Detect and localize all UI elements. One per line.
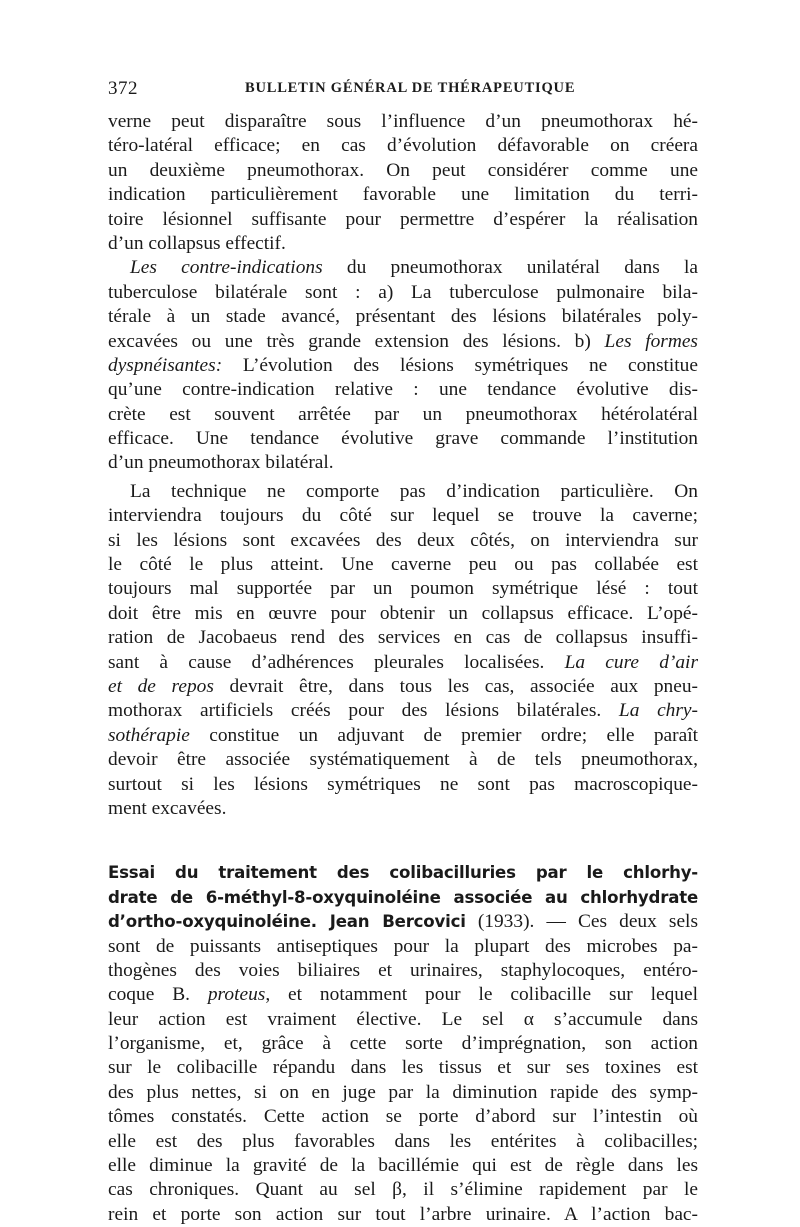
- text-line: si les lésions sont excavées des deux côtés, on interviendra sur: [108, 529, 698, 551]
- text-run: mothorax artificiels créés pour des lésions bilatérales.: [108, 700, 619, 722]
- italic-phrase: sothérapie: [108, 724, 190, 746]
- text-run: du pneumothorax unilatéral dans la: [322, 257, 698, 279]
- section-heading: d’ortho-oxyquinoléine. Jean Bercovici: [108, 912, 466, 932]
- text-line: des plus nettes, si on en juge par la diminution rapide des symp-: [108, 1081, 698, 1103]
- paragraph: [108, 480, 698, 821]
- text-line: rein et porte son action sur tout l’arbre urinaire. A l’action bac-: [108, 1203, 698, 1225]
- section-heading-line: [108, 886, 698, 910]
- text-line: l’organisme, et, grâce à cette sorte d’imprégnation, son action: [108, 1033, 698, 1055]
- section-heading: Essai du traitement des colibacilluries par le chlorhy-: [108, 863, 698, 883]
- book-page: [108, 78, 698, 1227]
- text-line: un deuxième pneumothorax. On peut considérer comme une: [108, 159, 698, 181]
- text-line: [108, 983, 698, 1007]
- italic-phrase: La chry-: [618, 700, 698, 722]
- italic-phrase: Les contre-indications: [130, 257, 323, 279]
- text-line: thogènes des voies biliaires et urinaires, staphylocoques, entéro-: [108, 959, 698, 981]
- text-line: térale à un stade avancé, présentant des lésions bilatérales poly-: [108, 306, 698, 328]
- text-line: [108, 910, 698, 934]
- text-line: téro-latéral efficace; en cas d’évolution défavorable on créera: [108, 135, 698, 157]
- text-run: L’évolution des lésions symétriques ne constitue: [222, 354, 698, 376]
- text-line: La technique ne comporte pas d’indication particulière. On: [130, 480, 698, 502]
- italic-phrase: et de repos: [108, 675, 214, 697]
- text-line: tuberculose bilatérale sont : a) La tuberculose pulmonaire bila-: [108, 281, 698, 303]
- text-run: devrait être, dans tous les cas, associée aux pneu-: [213, 675, 698, 697]
- text-line: le côté le plus atteint. Une caverne peu ou pas collabée est: [108, 554, 698, 576]
- article-text: [108, 110, 698, 1227]
- text-line: d’un pneumothorax bilatéral.: [108, 452, 334, 474]
- text-line: ration de Jacobaeus rend des services en cas de collapsus insuffi-: [108, 627, 698, 649]
- running-title: BULLETIN GÉNÉRAL DE THÉRAPEUTIQUE: [245, 80, 576, 96]
- text-line: crète est souvent arrêtée par un pneumothorax hétérolatéral: [108, 403, 698, 425]
- text-line: verne peut disparaître sous l’influence d’un pneumothorax hé-: [108, 111, 698, 132]
- text-line: elle est des plus favorables dans les entérites à colibacilles;: [108, 1130, 698, 1152]
- text-line: [108, 724, 698, 748]
- text-line: indication particulièrement favorable une limitation du terri-: [108, 184, 698, 206]
- italic-phrase: proteus: [207, 984, 266, 1006]
- text-line: elle diminue la gravité de la bacillémie qui est de règle dans les: [108, 1155, 698, 1177]
- page-number: 372: [108, 78, 138, 99]
- text-line: efficace. Une tendance évolutive grave commande l’institution: [108, 428, 698, 450]
- paragraph: [108, 256, 698, 476]
- text-line: surtout si les lésions symétriques ne sont pas macroscopique-: [108, 773, 698, 795]
- text-line: toire lésionnel suffisante pour permettre d’espérer la réalisation: [108, 208, 698, 230]
- text-line: interviendra toujours du côté sur lequel se trouve la caverne;: [108, 505, 698, 527]
- text-line: [108, 354, 698, 378]
- text-run: excavées ou une très grande extension des lésions. b): [108, 330, 605, 352]
- text-line: leur action est vraiment élective. Le sel α s’accumule dans: [108, 1008, 698, 1030]
- text-line: cas chroniques. Quant au sel β, il s’élimine rapidement par le: [108, 1179, 698, 1201]
- text-line: [108, 651, 698, 675]
- text-line: ment excavées.: [108, 797, 227, 819]
- text-run: (1933). — Ces deux sels: [465, 911, 698, 933]
- section-heading: drate de 6-méthyl-8-oxyquinoléine associée au chlorhydrate: [108, 887, 698, 907]
- text-line: sont de puissants antiseptiques pour la plupart des microbes pa-: [108, 935, 698, 957]
- text-line: doit être mis en œuvre pour obtenir un collapsus efficace. L’opé-: [108, 602, 698, 624]
- text-line: [108, 675, 698, 699]
- text-line: devoir être associée systématiquement à de tels pneumothorax,: [108, 749, 698, 771]
- text-run: constitue un adjuvant de premier ordre; elle paraît: [189, 724, 698, 746]
- text-line: d’un collapsus effectif.: [108, 232, 286, 254]
- text-line: tômes constatés. Cette action se porte d’abord sur l’intestin où: [108, 1106, 698, 1128]
- section-heading-line: [108, 861, 698, 885]
- text-run: sant à cause d’adhérences pleurales localisées.: [108, 651, 565, 673]
- paragraph: [108, 110, 698, 256]
- text-run: , et notamment pour le colibacille sur lequel: [265, 984, 698, 1006]
- text-run: coque B.: [108, 984, 208, 1006]
- text-line: qu’une contre-indication relative : une tendance évolutive dis-: [108, 379, 698, 401]
- text-line: sur le colibacille répandu dans les tissus et sur ses toxines est: [108, 1057, 698, 1079]
- italic-phrase: La cure d’air: [564, 651, 698, 673]
- page-header: [108, 78, 698, 110]
- text-line: toujours mal supportée par un poumon symétrique lésé : tout: [108, 578, 698, 600]
- text-line: [108, 699, 698, 723]
- abstract-section: [108, 861, 698, 1227]
- text-line: [108, 330, 698, 354]
- text-line: [108, 256, 698, 280]
- italic-phrase: Les formes: [604, 330, 698, 352]
- italic-phrase: dyspnéisantes:: [108, 354, 223, 376]
